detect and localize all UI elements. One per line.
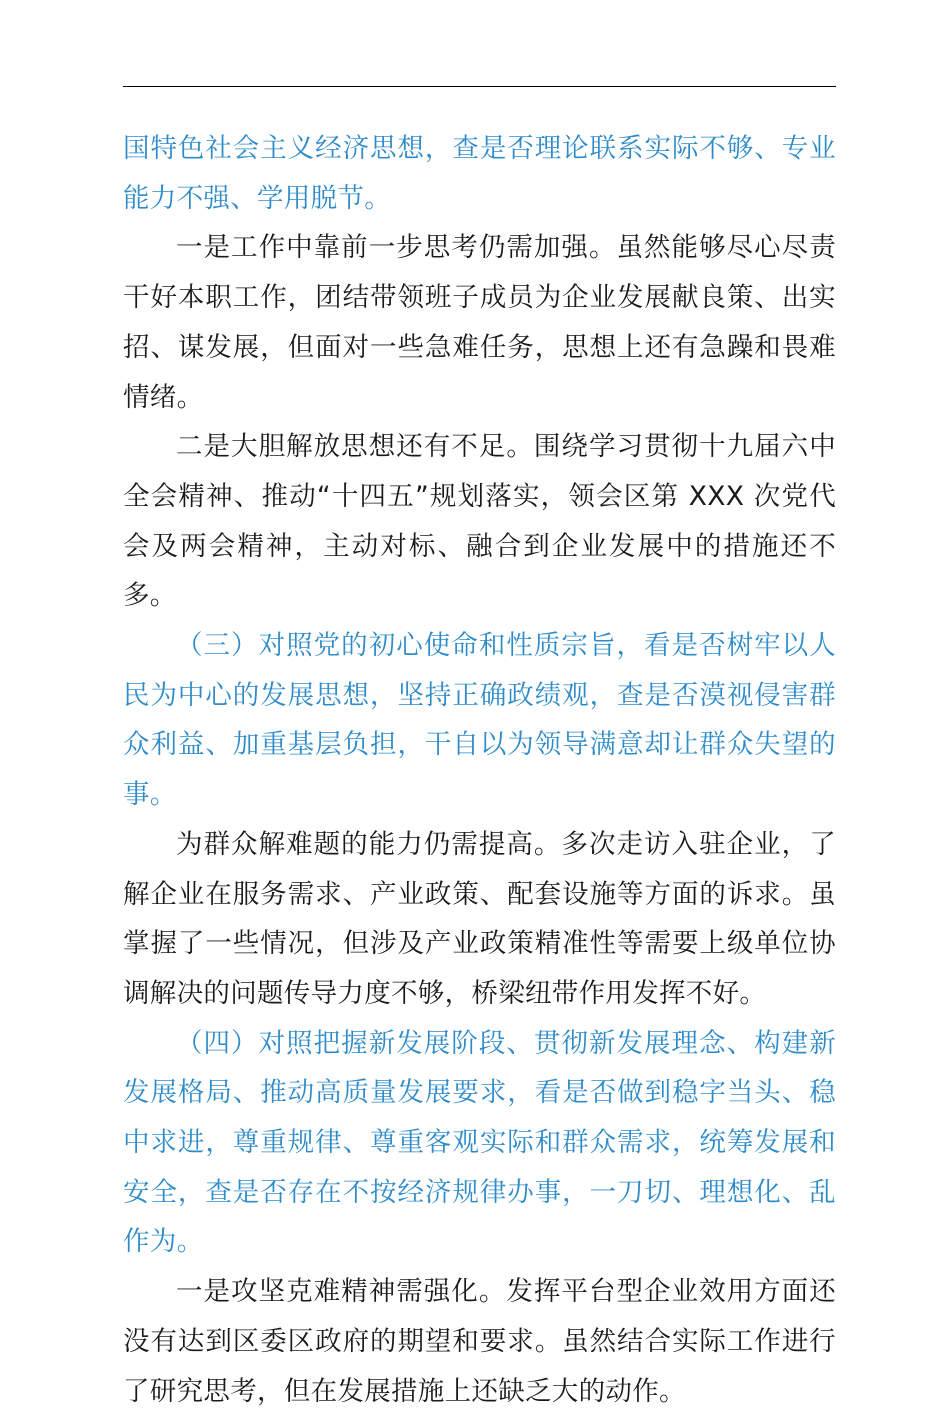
heading-continuation-paragraph: 国特色社会主义经济思想，查是否理论联系实际不够、专业能力不强、学用脱节。 <box>123 133 836 214</box>
section-heading-four: （四）对照把握新发展阶段、贯彻新发展理念、构建新发展格局、推动高质量发展要求，看是否做到稳字当头、稳中求进，尊重规律、尊重客观实际和群众需求，统筹发展和安全，查是否存在不按经济规律办事，一刀切、理想化、乱作为。 <box>123 1027 836 1258</box>
header-rule <box>123 86 836 87</box>
section-heading-three: （三）对照党的初心使命和性质宗旨，看是否树牢以人民为中心的发展思想，坚持正确政绩观，查是否漠视侵害群众利益、加重基层负担，干自以为领导满意却让群众失望的事。 <box>123 630 836 811</box>
body-paragraph: 一是攻坚克难精神需强化。发挥平台型企业效用方面还没有达到区委区政府的期望和要求。虽然结合实际工作进行了研究思考，但在发展措施上还缺乏大的动作。 <box>123 1276 836 1407</box>
document-body <box>123 124 836 1416</box>
body-paragraph: 二是大胆解放思想还有不足。围绕学习贯彻十九届六中全会精神、推动“十四五”规划落实，领会区第 XXX 次党代会及两会精神，主动对标、融合到企业发展中的措施还不多。 <box>123 431 836 612</box>
body-paragraph: 一是工作中靠前一步思考仍需加强。虽然能够尽心尽责干好本职工作，团结带领班子成员为企业发展献良策、出实招、谋发展，但面对一些急难任务，思想上还有急躁和畏难情绪。 <box>123 232 836 413</box>
body-paragraph: 为群众解难题的能力仍需提高。多次走访入驻企业，了解企业在服务需求、产业政策、配套设施等方面的诉求。虽掌握了一些情况，但涉及产业政策精准性等需要上级单位协调解决的问题传导力度不够，桥梁纽带作用发挥不好。 <box>123 828 836 1009</box>
